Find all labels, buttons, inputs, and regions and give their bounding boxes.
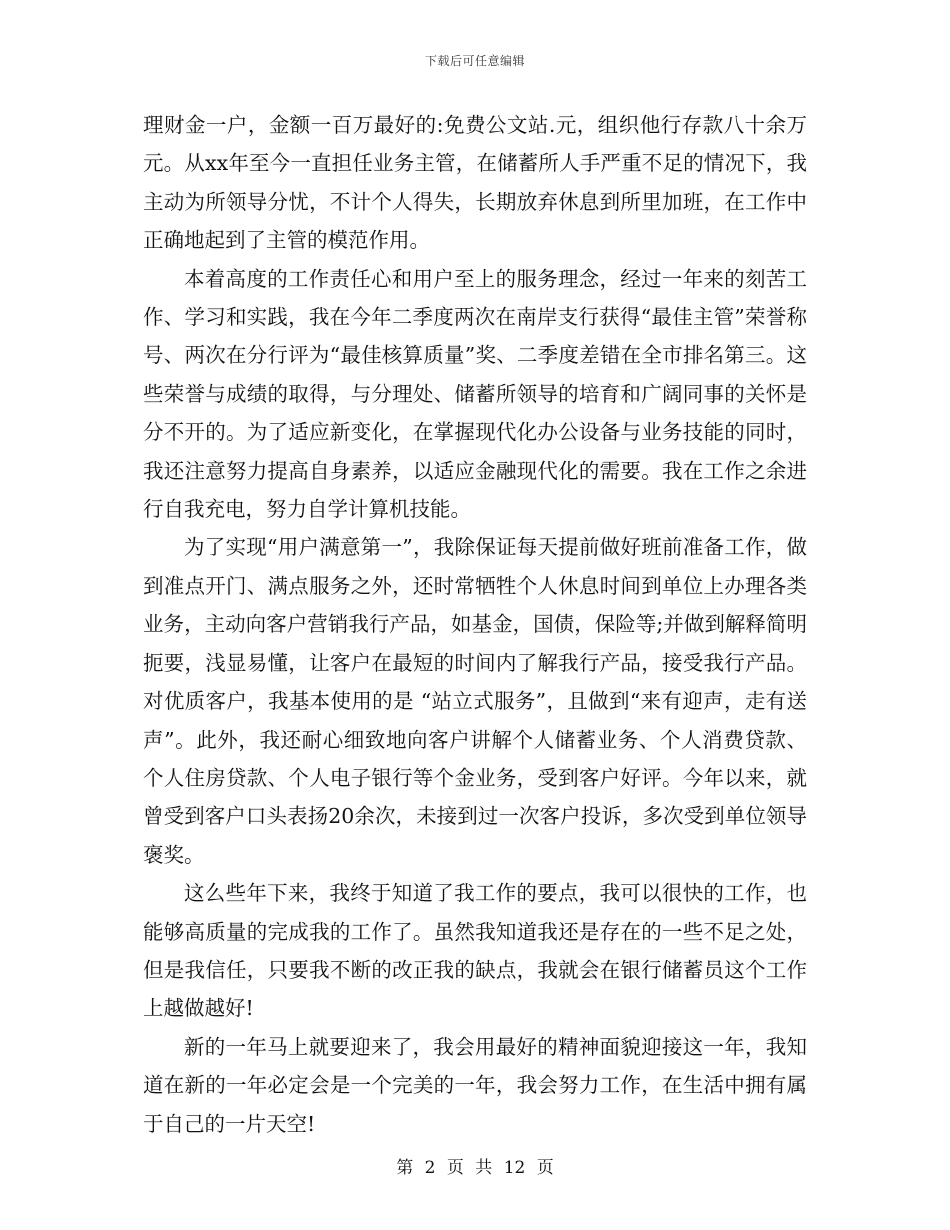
page-number-footer: 第 2 页 共 12 页	[396, 1158, 554, 1178]
document-body	[143, 106, 807, 1143]
page-header-note: 下载后可任意编辑	[424, 54, 525, 68]
paragraph-1: 理财金一户，金额一百万最好的:免费公文站.元，组织他行存款八十余万元。从xx年至今一直担任业务主管，在储蓄所人手严重不足的情况下，我主动为所领导分忧，不计个人得失，长期放弃休息到所里加班，在工作中正确地起到了主管的模范作用。	[143, 113, 807, 253]
paragraph-5: 新的一年马上就要迎来了，我会用最好的精神面貌迎接这一年，我知道在新的一年必定会是一个完美的一年，我会努力工作，在生活中拥有属于自己的一片天空!	[143, 1034, 807, 1136]
paragraph-4: 这么些年下来，我终于知道了我工作的要点，我可以很快的工作，也能够高质量的完成我的工作了。虽然我知道我还是存在的一些不足之处，但是我信任，只要我不断的改正我的缺点，我就会在银行储蓄员这个工作上越做越好!	[143, 881, 807, 1021]
paragraph-2: 本着高度的工作责任心和用户至上的服务理念，经过一年来的刻苦工作、学习和实践，我在今年二季度两次在南岸支行获得“最佳主管”荣誉称号、两次在分行评为“最佳核算质量”奖、二季度差错在全市排名第三。这些荣誉与成绩的取得，与分理处、储蓄所领导的培育和广阔同事的关怀是分不开的。为了适应新变化，在掌握现代化办公设备与业务技能的同时，我还注意努力提高自身素养，以适应金融现代化的需要。我在工作之余进行自我充电，努力自学计算机技能。	[143, 266, 807, 522]
paragraph-3: 为了实现“用户满意第一”，我除保证每天提前做好班前准备工作，做到准点开门、满点服务之外，还时常牺牲个人休息时间到单位上办理各类业务，主动向客户营销我行产品，如基金，国债，保险等;并做到解释简明扼要，浅显易懂，让客户在最短的时间内了解我行产品，接受我行产品。对优质客户，我基本使用的是 “站立式服务”，且做到“来有迎声，走有送声”。此外，我还耐心细致地向客户讲解个人储蓄业务、个人消费贷款、个人住房贷款、个人电子银行等个金业务，受到客户好评。今年以来，就曾受到客户口头表扬20余次，未接到过一次客户投诉，多次受到单位领导褒奖。	[143, 535, 807, 867]
